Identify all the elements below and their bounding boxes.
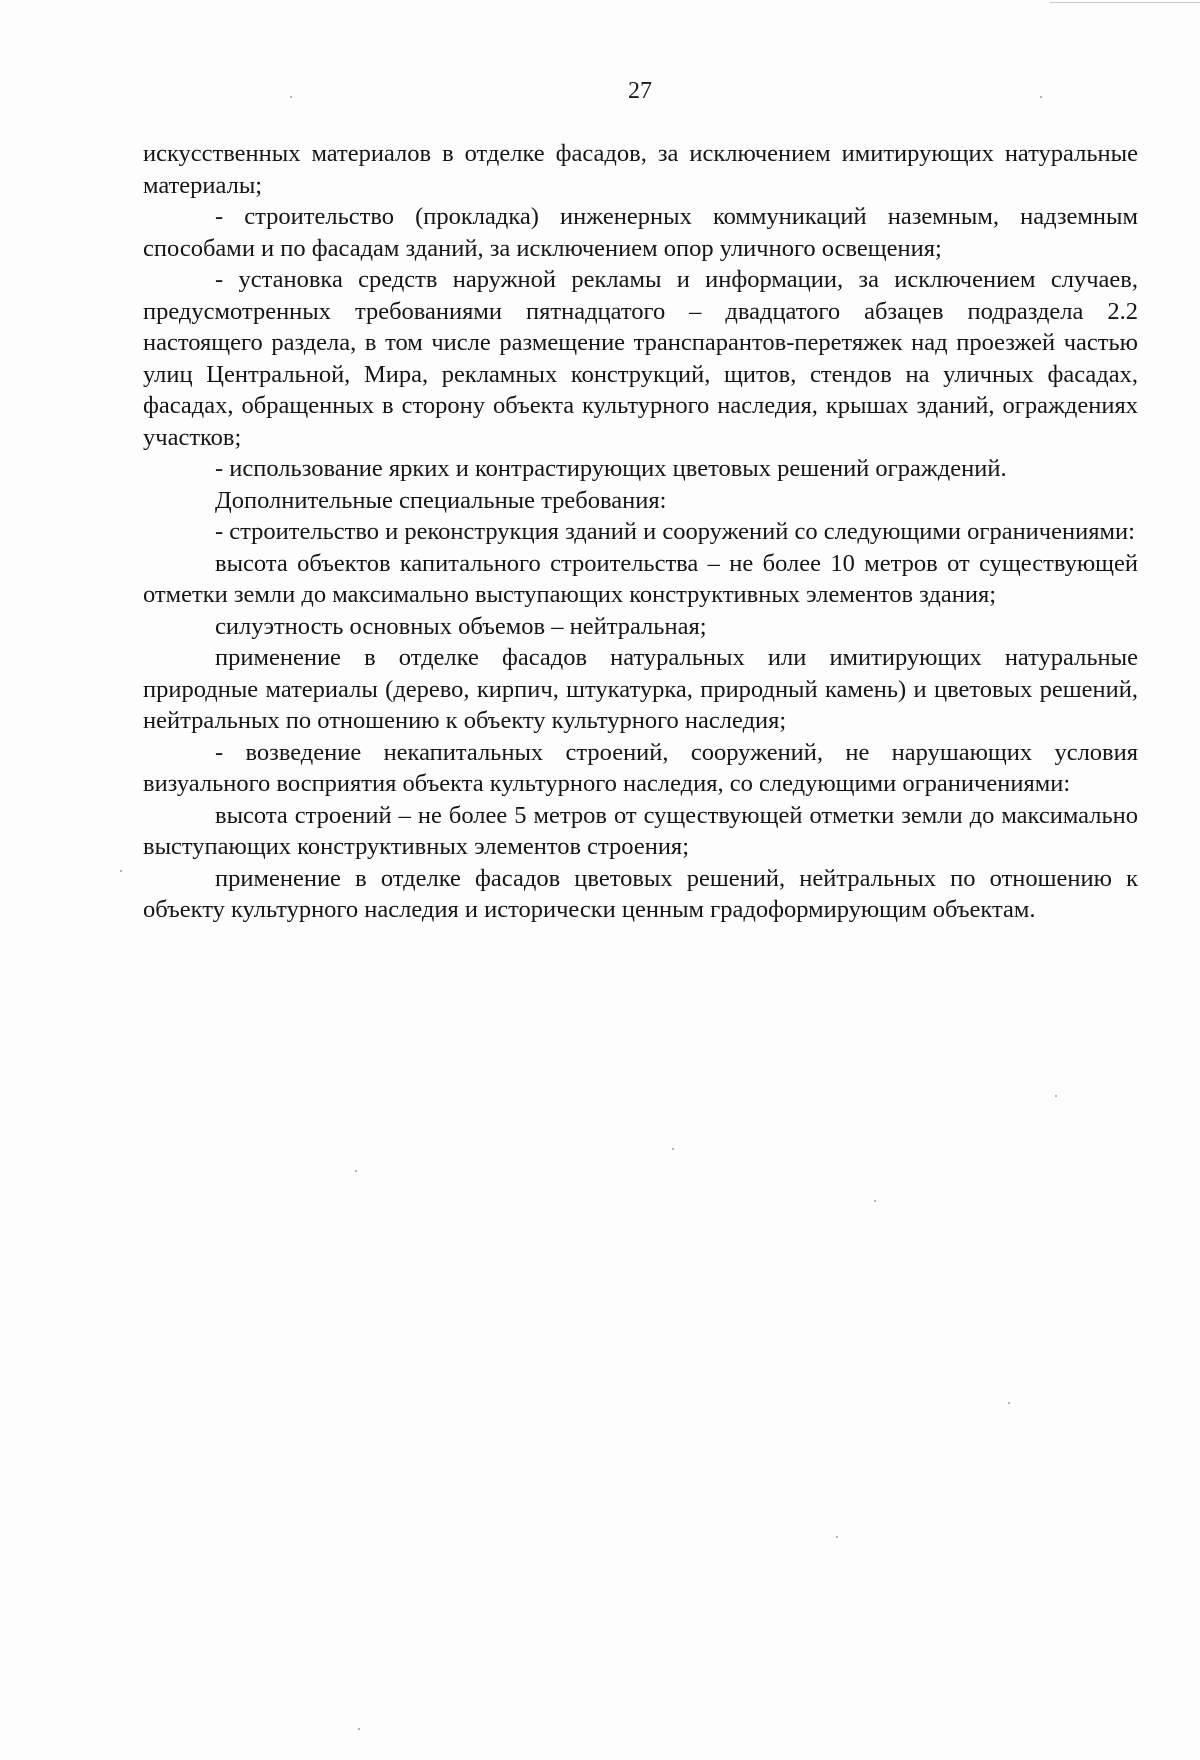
scan-speck <box>290 96 292 98</box>
paragraph: - установка средств наружной рекламы и информации, за исключением случаев, предусмотренных требованиями пятнадцатого – двадцатого абзацев подраздела 2.2 настоящего раздела, в том числе размещение транспарантов-перетяжек над проезжей частью улиц Центральной, Мира, рекламных конструкций, щитов, стендов на уличных фасадах, фасадах, обращенных в сторону объекта культурного наследия, крышах зданий, ограждениях участков; <box>143 266 1138 451</box>
scan-edge-line <box>1050 2 1200 3</box>
paragraph: высота объектов капитального строительства – не более 10 метров от существующей отметки земли до максимально выступающих конструктивных элементов здания; <box>143 549 1138 608</box>
paragraph: высота строений – не более 5 метров от существующей отметки земли до максимально выступающих конструктивных элементов строения; <box>143 801 1138 860</box>
scan-speck <box>1055 1095 1057 1097</box>
scan-speck <box>874 1200 876 1202</box>
paragraph: - возведение некапитальных строений, сооружений, не нарушающих условия визуального восприятия объекта культурного наследия, со следующими ограничениями: <box>143 738 1138 797</box>
scan-speck <box>120 870 122 872</box>
paragraph: силуэтность основных объемов – нейтральная; <box>215 612 707 640</box>
paragraph: - строительство (прокладка) инженерных коммуникаций наземным, надземным способами и по фасадам зданий, за исключением опор уличного освещения; <box>143 203 1138 262</box>
page-number: 27 <box>628 78 652 104</box>
scan-speck <box>836 1536 838 1538</box>
scan-speck <box>355 1170 357 1172</box>
scan-speck <box>358 1728 360 1730</box>
scan-speck <box>672 1148 674 1150</box>
paragraph: Дополнительные специальные требования: <box>215 486 667 514</box>
scan-speck <box>1008 1402 1010 1404</box>
paragraph: - строительство и реконструкция зданий и сооружений со следующими ограничениями: <box>215 518 1135 545</box>
document-body <box>143 138 1138 926</box>
paragraph: - использование ярких и контрастирующих цветовых решений ограждений. <box>215 455 1007 482</box>
paragraph: применение в отделке фасадов натуральных или имитирующих натуральные природные материалы (дерево, кирпич, штукатурка, природный камень) и цветовых решений, нейтральных по отношению к объекту культурного наследия; <box>143 644 1138 734</box>
paragraph: искусственных материалов в отделке фасадов, за исключением имитирующих натуральные материалы; <box>143 140 1138 199</box>
scan-speck <box>1040 96 1042 98</box>
paragraph: применение в отделке фасадов цветовых решений, нейтральных по отношению к объекту культурного наследия и исторически ценным градоформирующим объектам. <box>143 864 1138 923</box>
